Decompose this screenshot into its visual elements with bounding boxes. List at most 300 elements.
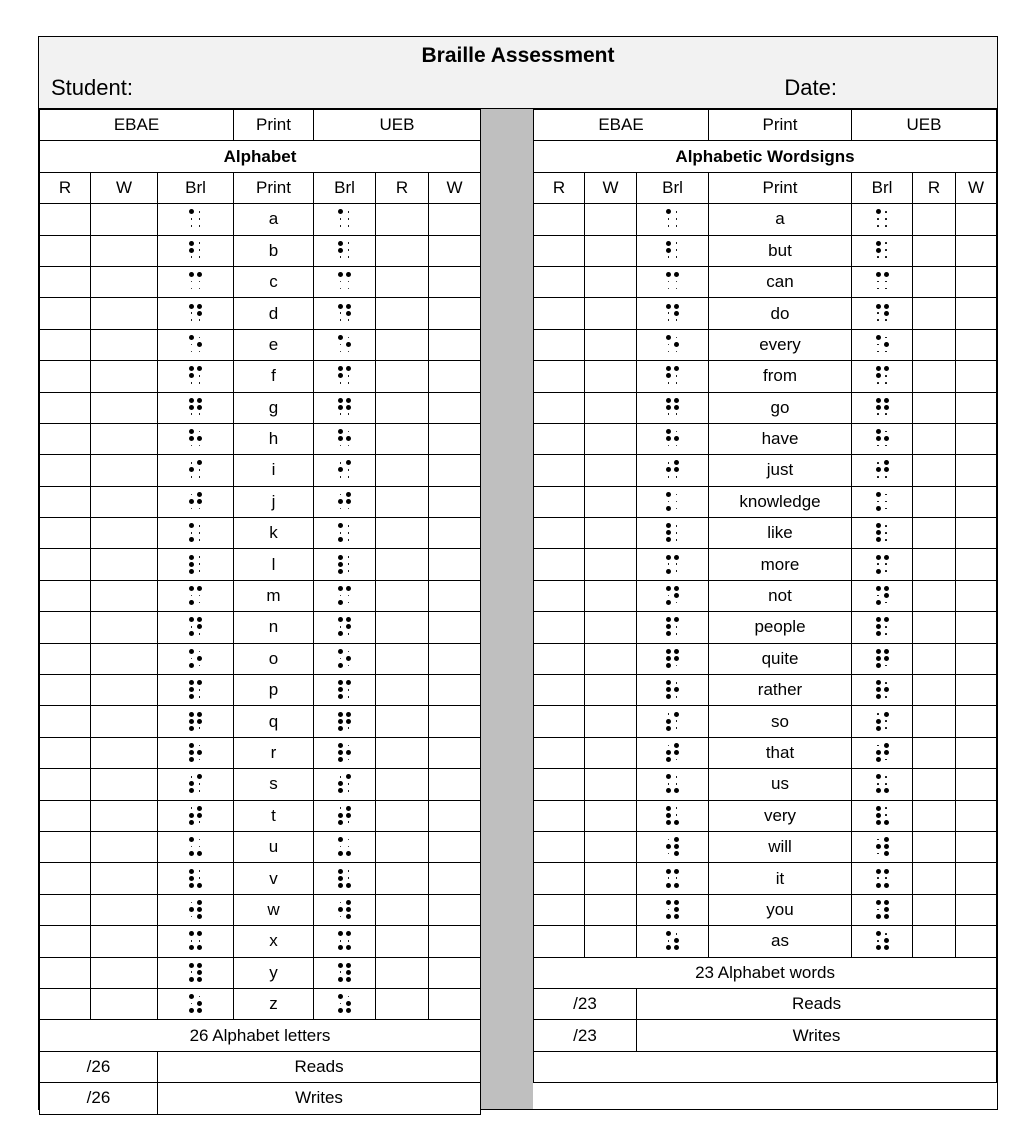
ueb-reads-checkbox[interactable] [376,329,429,360]
braille-cell-ueb [875,805,890,827]
braille-cell-ueb [337,428,352,450]
ueb-writes-checkbox[interactable] [956,926,997,957]
ebae-writes-checkbox[interactable] [91,737,158,768]
ueb-writes-checkbox[interactable] [429,894,481,925]
ueb-reads-checkbox[interactable] [913,926,956,957]
ueb-reads-checkbox[interactable] [913,204,956,235]
ebae-writes-checkbox[interactable] [91,769,158,800]
braille-cell-ebae [188,491,203,513]
ebae-braille-cell [158,737,234,768]
ueb-reads-checkbox[interactable] [913,361,956,392]
ueb-writes-checkbox[interactable] [429,706,481,737]
ebae-writes-checkbox[interactable] [585,423,637,454]
ueb-reads-checkbox[interactable] [376,580,429,611]
table-row [40,329,481,360]
ueb-writes-checkbox[interactable] [956,549,997,580]
ebae-braille-cell [637,486,709,517]
ebae-writes-checkbox[interactable] [585,894,637,925]
ebae-reads-checkbox[interactable] [534,926,585,957]
ebae-reads-checkbox[interactable] [534,863,585,894]
ebae-writes-checkbox[interactable] [91,612,158,643]
braille-cell-ebae [188,930,203,952]
ebae-reads-checkbox[interactable] [534,518,585,549]
ebae-braille-cell [158,957,234,988]
ueb-writes-checkbox[interactable] [956,423,997,454]
ebae-writes-checkbox[interactable] [91,926,158,957]
ueb-braille-cell [314,988,376,1019]
ebae-writes-checkbox[interactable] [91,675,158,706]
ebae-writes-checkbox[interactable] [91,423,158,454]
ebae-writes-checkbox[interactable] [585,643,637,674]
column-header-0: R [40,172,91,203]
braille-cell-ebae [665,773,680,795]
code-header-ebae: EBAE [534,110,709,141]
ueb-writes-checkbox[interactable] [429,455,481,486]
ueb-writes-checkbox[interactable] [956,266,997,297]
ueb-writes-checkbox[interactable] [429,298,481,329]
braille-cell-ueb [337,491,352,513]
ebae-reads-checkbox[interactable] [40,423,91,454]
ebae-reads-checkbox[interactable] [534,737,585,768]
ueb-writes-checkbox[interactable] [429,612,481,643]
braille-cell-ueb [875,711,890,733]
ueb-reads-checkbox[interactable] [376,266,429,297]
ebae-reads-checkbox[interactable] [40,549,91,580]
ueb-reads-checkbox[interactable] [376,769,429,800]
reads-score[interactable]: /26 [40,1051,158,1082]
ebae-reads-checkbox[interactable] [534,612,585,643]
table-row [534,204,997,235]
total-label: 23 Alphabet words [534,957,997,988]
ueb-writes-checkbox[interactable] [429,831,481,862]
ueb-reads-checkbox[interactable] [913,266,956,297]
ueb-reads-checkbox[interactable] [376,455,429,486]
ebae-writes-checkbox[interactable] [91,863,158,894]
ueb-writes-checkbox[interactable] [429,737,481,768]
ueb-reads-checkbox[interactable] [913,423,956,454]
ueb-reads-checkbox[interactable] [913,392,956,423]
ueb-writes-checkbox[interactable] [956,361,997,392]
ueb-writes-checkbox[interactable] [429,486,481,517]
table-row [40,769,481,800]
ebae-braille-cell [158,580,234,611]
ebae-reads-checkbox[interactable] [534,643,585,674]
title-band [39,37,997,109]
braille-cell-ueb [337,585,352,607]
print-text: x [234,926,314,957]
ebae-reads-checkbox[interactable] [40,612,91,643]
ueb-writes-checkbox[interactable] [429,423,481,454]
section-title-row [40,141,481,172]
ebae-reads-checkbox[interactable] [534,486,585,517]
ueb-reads-checkbox[interactable] [376,988,429,1019]
ueb-writes-checkbox[interactable] [429,392,481,423]
ebae-writes-checkbox[interactable] [91,204,158,235]
table-row [40,580,481,611]
ebae-reads-checkbox[interactable] [40,361,91,392]
ebae-writes-checkbox[interactable] [585,235,637,266]
ueb-writes-checkbox[interactable] [429,988,481,1019]
ueb-writes-checkbox[interactable] [956,204,997,235]
ebae-writes-checkbox[interactable] [91,957,158,988]
ueb-reads-checkbox[interactable] [913,800,956,831]
ebae-writes-checkbox[interactable] [91,580,158,611]
ueb-writes-checkbox[interactable] [429,957,481,988]
ueb-reads-checkbox[interactable] [913,706,956,737]
ebae-reads-checkbox[interactable] [40,266,91,297]
ebae-reads-checkbox[interactable] [534,329,585,360]
ueb-reads-checkbox[interactable] [913,612,956,643]
ueb-writes-checkbox[interactable] [956,675,997,706]
ebae-reads-checkbox[interactable] [534,800,585,831]
ueb-reads-checkbox[interactable] [376,831,429,862]
ebae-writes-checkbox[interactable] [585,204,637,235]
ueb-writes-checkbox[interactable] [956,455,997,486]
ebae-writes-checkbox[interactable] [585,580,637,611]
ueb-reads-checkbox[interactable] [376,643,429,674]
ebae-braille-cell [158,204,234,235]
ebae-writes-checkbox[interactable] [91,549,158,580]
print-text: not [709,580,852,611]
braille-cell-ueb [875,679,890,701]
braille-cell-ebae [665,271,680,293]
ebae-braille-cell [158,266,234,297]
ebae-writes-checkbox[interactable] [91,486,158,517]
ebae-reads-checkbox[interactable] [40,737,91,768]
ebae-writes-checkbox[interactable] [91,518,158,549]
code-header-row [40,110,481,141]
ueb-writes-checkbox[interactable] [429,769,481,800]
ueb-braille-cell [852,329,913,360]
ebae-reads-checkbox[interactable] [534,455,585,486]
ueb-reads-checkbox[interactable] [913,298,956,329]
ueb-reads-checkbox[interactable] [913,643,956,674]
ueb-braille-cell [852,612,913,643]
ueb-writes-checkbox[interactable] [956,298,997,329]
braille-cell-ebae [188,397,203,419]
ueb-braille-cell [852,204,913,235]
braille-cell-ueb [875,428,890,450]
ebae-writes-checkbox[interactable] [91,894,158,925]
ebae-reads-checkbox[interactable] [40,957,91,988]
ueb-writes-checkbox[interactable] [956,486,997,517]
braille-cell-ebae [188,271,203,293]
ebae-reads-checkbox[interactable] [534,580,585,611]
ebae-braille-cell [637,894,709,925]
ebae-writes-checkbox[interactable] [585,737,637,768]
braille-cell-ueb [337,240,352,262]
ebae-reads-checkbox[interactable] [40,455,91,486]
ueb-writes-checkbox[interactable] [429,266,481,297]
ebae-reads-checkbox[interactable] [534,706,585,737]
ebae-reads-checkbox[interactable] [40,329,91,360]
ueb-braille-cell [314,361,376,392]
ueb-reads-checkbox[interactable] [913,863,956,894]
ebae-reads-checkbox[interactable] [534,204,585,235]
writes-score-row [534,1020,997,1051]
ebae-writes-checkbox[interactable] [585,800,637,831]
ueb-braille-cell [852,831,913,862]
print-text: knowledge [709,486,852,517]
ueb-reads-checkbox[interactable] [376,423,429,454]
ueb-reads-checkbox[interactable] [376,361,429,392]
ebae-reads-checkbox[interactable] [40,298,91,329]
ebae-reads-checkbox[interactable] [40,926,91,957]
braille-cell-ebae [188,585,203,607]
ebae-writes-checkbox[interactable] [91,988,158,1019]
ueb-reads-checkbox[interactable] [376,518,429,549]
alphabet-panel [39,109,480,1115]
ueb-reads-checkbox[interactable] [376,926,429,957]
ebae-braille-cell [637,423,709,454]
ueb-reads-checkbox[interactable] [376,549,429,580]
ueb-reads-checkbox[interactable] [376,706,429,737]
ueb-reads-checkbox[interactable] [913,486,956,517]
ueb-reads-checkbox[interactable] [913,769,956,800]
braille-cell-ebae [188,208,203,230]
ebae-braille-cell [637,737,709,768]
braille-cell-ueb [337,397,352,419]
ebae-reads-checkbox[interactable] [40,392,91,423]
ebae-reads-checkbox[interactable] [40,769,91,800]
print-text: rather [709,675,852,706]
ebae-writes-checkbox[interactable] [91,706,158,737]
ueb-reads-checkbox[interactable] [913,329,956,360]
table-row [534,612,997,643]
ueb-writes-checkbox[interactable] [956,392,997,423]
braille-cell-ueb [875,522,890,544]
braille-cell-ebae [188,240,203,262]
ebae-braille-cell [637,518,709,549]
ueb-braille-cell [314,863,376,894]
ueb-writes-checkbox[interactable] [956,737,997,768]
ebae-writes-checkbox[interactable] [585,266,637,297]
ebae-writes-checkbox[interactable] [91,800,158,831]
ebae-writes-checkbox[interactable] [91,643,158,674]
ebae-writes-checkbox[interactable] [585,863,637,894]
braille-cell-ueb [875,836,890,858]
ueb-writes-checkbox[interactable] [956,769,997,800]
ueb-reads-checkbox[interactable] [376,612,429,643]
ebae-reads-checkbox[interactable] [534,894,585,925]
reads-score[interactable]: /23 [534,988,637,1019]
ueb-braille-cell [314,518,376,549]
ebae-braille-cell [158,988,234,1019]
ebae-reads-checkbox[interactable] [40,863,91,894]
ueb-reads-checkbox[interactable] [913,455,956,486]
ueb-writes-checkbox[interactable] [429,235,481,266]
ueb-reads-checkbox[interactable] [913,549,956,580]
ueb-braille-cell [314,643,376,674]
ebae-writes-checkbox[interactable] [585,831,637,862]
reads-label: Reads [637,988,997,1019]
ueb-reads-checkbox[interactable] [913,235,956,266]
ebae-writes-checkbox[interactable] [91,831,158,862]
ueb-braille-cell [852,580,913,611]
reads-label: Reads [158,1051,481,1082]
ebae-writes-checkbox[interactable] [91,392,158,423]
section-title-row [534,141,997,172]
braille-cell-ueb [337,616,352,638]
ueb-reads-checkbox[interactable] [913,894,956,925]
student-field-label[interactable]: Student: [51,75,133,100]
ebae-writes-checkbox[interactable] [91,235,158,266]
braille-cell-ueb [337,648,352,670]
ebae-writes-checkbox[interactable] [585,926,637,957]
ueb-writes-checkbox[interactable] [956,894,997,925]
ebae-writes-checkbox[interactable] [585,769,637,800]
ebae-writes-checkbox[interactable] [585,518,637,549]
ueb-braille-cell [852,392,913,423]
ebae-writes-checkbox[interactable] [585,298,637,329]
braille-cell-ueb [875,240,890,262]
ueb-reads-checkbox[interactable] [376,894,429,925]
ueb-braille-cell [852,455,913,486]
ueb-braille-cell [852,643,913,674]
ebae-writes-checkbox[interactable] [585,612,637,643]
braille-cell-ebae [188,805,203,827]
ebae-reads-checkbox[interactable] [534,769,585,800]
ebae-reads-checkbox[interactable] [534,423,585,454]
ebae-writes-checkbox[interactable] [91,266,158,297]
table-row [40,423,481,454]
ueb-reads-checkbox[interactable] [913,737,956,768]
ueb-reads-checkbox[interactable] [376,675,429,706]
ebae-reads-checkbox[interactable] [534,392,585,423]
ebae-reads-checkbox[interactable] [40,675,91,706]
ebae-reads-checkbox[interactable] [40,486,91,517]
ebae-braille-cell [637,235,709,266]
table-row [40,612,481,643]
ebae-writes-checkbox[interactable] [585,329,637,360]
table-row [534,235,997,266]
table-row [534,863,997,894]
ebae-reads-checkbox[interactable] [534,831,585,862]
ueb-writes-checkbox[interactable] [956,706,997,737]
ueb-writes-checkbox[interactable] [429,580,481,611]
ueb-writes-checkbox[interactable] [429,675,481,706]
ueb-writes-checkbox[interactable] [956,863,997,894]
ebae-reads-checkbox[interactable] [534,235,585,266]
ebae-reads-checkbox[interactable] [40,706,91,737]
ueb-writes-checkbox[interactable] [956,329,997,360]
braille-cell-ebae [188,522,203,544]
ebae-writes-checkbox[interactable] [585,486,637,517]
ebae-reads-checkbox[interactable] [40,800,91,831]
ueb-writes-checkbox[interactable] [429,204,481,235]
ueb-writes-checkbox[interactable] [429,361,481,392]
ueb-reads-checkbox[interactable] [913,518,956,549]
ueb-reads-checkbox[interactable] [913,580,956,611]
ueb-writes-checkbox[interactable] [956,800,997,831]
ebae-reads-checkbox[interactable] [40,643,91,674]
ueb-reads-checkbox[interactable] [376,800,429,831]
ebae-reads-checkbox[interactable] [534,549,585,580]
ueb-writes-checkbox[interactable] [956,612,997,643]
ebae-writes-checkbox[interactable] [585,675,637,706]
print-text: but [709,235,852,266]
ebae-reads-checkbox[interactable] [40,831,91,862]
ebae-reads-checkbox[interactable] [40,518,91,549]
table-row [534,266,997,297]
ueb-reads-checkbox[interactable] [376,957,429,988]
ebae-reads-checkbox[interactable] [534,675,585,706]
writes-score[interactable]: /23 [534,1020,637,1051]
ebae-braille-cell [158,612,234,643]
ebae-reads-checkbox[interactable] [534,298,585,329]
ueb-reads-checkbox[interactable] [913,675,956,706]
braille-cell-ueb [337,679,352,701]
ebae-braille-cell [637,580,709,611]
date-field-label[interactable]: Date: [784,75,837,100]
ueb-writes-checkbox[interactable] [429,549,481,580]
table-row [40,455,481,486]
braille-cell-ebae [188,648,203,670]
ueb-reads-checkbox[interactable] [376,486,429,517]
ebae-writes-checkbox[interactable] [91,455,158,486]
center-gutter [480,109,533,1109]
ebae-reads-checkbox[interactable] [534,266,585,297]
ueb-writes-checkbox[interactable] [956,580,997,611]
ebae-reads-checkbox[interactable] [40,235,91,266]
braille-cell-ebae [665,742,680,764]
ueb-writes-checkbox[interactable] [956,643,997,674]
ueb-braille-cell [314,894,376,925]
ebae-reads-checkbox[interactable] [40,204,91,235]
ueb-reads-checkbox[interactable] [376,737,429,768]
ueb-reads-checkbox[interactable] [376,298,429,329]
total-band-row [40,1020,481,1051]
writes-score[interactable]: /26 [40,1083,158,1114]
ebae-writes-checkbox[interactable] [585,361,637,392]
ueb-reads-checkbox[interactable] [376,863,429,894]
ebae-braille-cell [637,612,709,643]
ebae-writes-checkbox[interactable] [91,361,158,392]
page-title: Braille Assessment [421,44,615,67]
ueb-writes-checkbox[interactable] [429,518,481,549]
ebae-braille-cell [637,455,709,486]
ueb-braille-cell [314,423,376,454]
braille-cell-ueb [875,271,890,293]
ebae-writes-checkbox[interactable] [585,549,637,580]
ebae-writes-checkbox[interactable] [585,392,637,423]
ebae-reads-checkbox[interactable] [40,894,91,925]
ebae-writes-checkbox[interactable] [91,298,158,329]
ebae-reads-checkbox[interactable] [534,361,585,392]
ebae-reads-checkbox[interactable] [40,580,91,611]
table-row [40,392,481,423]
ueb-writes-checkbox[interactable] [956,831,997,862]
ebae-writes-checkbox[interactable] [585,455,637,486]
ueb-writes-checkbox[interactable] [956,235,997,266]
ebae-writes-checkbox[interactable] [585,706,637,737]
ueb-reads-checkbox[interactable] [376,204,429,235]
ebae-writes-checkbox[interactable] [91,329,158,360]
ueb-reads-checkbox[interactable] [376,392,429,423]
ueb-braille-cell [852,298,913,329]
ueb-writes-checkbox[interactable] [956,518,997,549]
ueb-writes-checkbox[interactable] [429,926,481,957]
ueb-writes-checkbox[interactable] [429,800,481,831]
print-text: have [709,423,852,454]
ueb-writes-checkbox[interactable] [429,643,481,674]
ueb-reads-checkbox[interactable] [913,831,956,862]
ueb-writes-checkbox[interactable] [429,863,481,894]
ueb-writes-checkbox[interactable] [429,329,481,360]
ueb-reads-checkbox[interactable] [376,235,429,266]
table-row [534,361,997,392]
ebae-reads-checkbox[interactable] [40,988,91,1019]
